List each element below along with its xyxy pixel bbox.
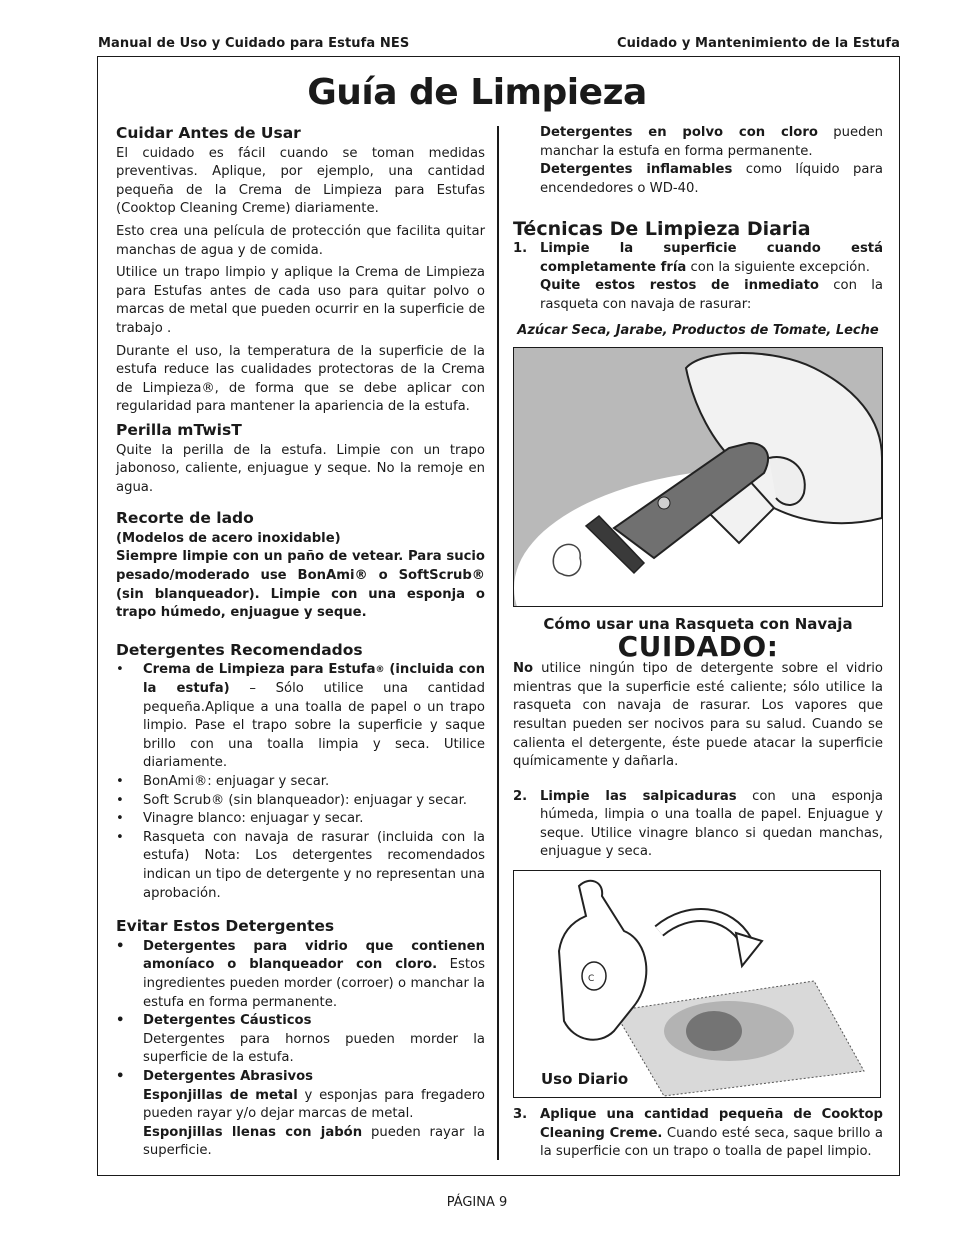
list-item: • Soft Scrub® (sin blanqueador): enjuagar y secar. bbox=[116, 792, 485, 811]
page-number: PÁGINA 9 bbox=[446, 1195, 508, 1210]
svg-text:C: C bbox=[588, 974, 595, 985]
left-column bbox=[116, 124, 485, 1161]
caution-paragraph: No utilice ningún tipo de detergente sobre el vidrio mientras que la superficie esté caliente; sólo utilice la rasqueta con navaja de rasurar. Los vapores que resultan pueden ser nocivos para su salud. Cuando se calienta el detergente, éste puede atacar la superficie químicamente y dañarla. bbox=[513, 661, 883, 770]
section-title-perilla: Perilla mTwisT bbox=[116, 420, 242, 439]
list-item: • Detergentes Cáusticos Detergentes para hornos pueden morder la superficie de la estufa. bbox=[116, 1013, 485, 1066]
list-item: • Rasqueta con navaja de rasurar (incluida con la estufa) Nota: Los detergentes recomendados indican un tipo de detergente y no representan una aprobación. bbox=[116, 829, 485, 901]
list-item: • Detergentes para vidrio que contienen amoníaco o blanqueador con cloro. Estos ingredientes pueden morder (corroer) o manchar la estufa en forma permanente. bbox=[116, 938, 485, 1010]
paragraph: Esto crea una película de protección que facilita quitar manchas de agua y de comida. bbox=[116, 223, 485, 258]
bullet: • bbox=[116, 774, 124, 789]
header-section-title: Cuidado y Mantenimiento de la Estufa bbox=[616, 36, 900, 51]
list-item: • Vinagre blanco: enjuagar y secar. bbox=[116, 810, 485, 829]
list-item: • Crema de Limpieza para Estufa® (incluida con la estufa) – Sólo utilice una cantidad pequeña.Aplique a una toalla de papel o un trapo limpio. Pase el trapo sobre la superficie y saque brillo con una toalla limpia y seca. Utilice diariamente. bbox=[116, 662, 485, 771]
section-title-evitar: Evitar Estos Detergentes bbox=[116, 917, 335, 936]
paragraph: El cuidado es fácil cuando se toman medidas preventivas. Aplique, por ejemplo, una cantidad pequeña de la Crema de Limpieza para Estufas (Cooktop Cleaning Creme) diariamente. bbox=[116, 145, 485, 217]
caution-title: CUIDADO: bbox=[617, 629, 779, 663]
bullet: • bbox=[116, 1013, 125, 1029]
steps-list-3 bbox=[513, 1106, 883, 1162]
step-3: 3. Aplique una cantidad pequeña de Cooktop Cleaning Creme. Cuando esté seca, saque brillo a la superficie con un trapo o toalla de papel limpio. bbox=[513, 1107, 883, 1160]
column-divider bbox=[497, 126, 499, 1160]
section-title-tecnicas: Técnicas De Limpieza Diaria bbox=[513, 218, 811, 241]
section-title-recomendados: Detergentes Recomendados bbox=[116, 640, 363, 659]
figure-label: Uso Diario bbox=[541, 1070, 629, 1089]
figure-caption-top: Azúcar Seca, Jarabe, Productos de Tomate, Leche bbox=[517, 323, 879, 339]
page-title: Guía de Limpieza bbox=[307, 72, 647, 113]
step-2: 2. Limpie las salpicaduras con una esponja húmeda, limpia o una toalla de papel. Enjuague y seque. Utilice vinagre blanco si quedan manchas, enjuague y seca. bbox=[513, 788, 884, 860]
list-item: • BonAmi®: enjuagar y secar. bbox=[116, 773, 485, 792]
section-title-recorte: Recorte de lado bbox=[116, 509, 254, 528]
bullet: • bbox=[116, 792, 124, 808]
section-subtitle: (Modelos de acero inoxidable) bbox=[116, 530, 341, 546]
paragraph: Quite la perilla de la estufa. Limpie con un trapo jabonoso, caliente, enjuague y seque. No la remoje en agua. bbox=[116, 442, 485, 495]
header-manual-title: Manual de Uso y Cuidado para Estufa NES bbox=[98, 36, 410, 51]
step-1: 1. Limpie la superficie cuando está completamente fría con la siguiente excepción. Quite estos restos de inmediato con la rasqueta con navaja de rasurar: bbox=[513, 240, 884, 312]
daily-use-illustration bbox=[513, 870, 881, 1098]
steps-list bbox=[513, 240, 883, 314]
bullet: • bbox=[116, 938, 125, 954]
bullet: • bbox=[116, 829, 124, 845]
avoid-list-continued: Detergentes en polvo con cloro pueden manchar la estufa en forma permanente. Detergentes inflamables como líquido para encendedores o WD-40. bbox=[540, 125, 883, 196]
right-column bbox=[513, 124, 883, 1162]
bullet: • bbox=[116, 662, 124, 678]
paragraph: Siempre limpie con un paño de vetear. Para sucio pesado/moderado use BonAmi® o SoftScrub® (sin blanqueador). Limpie con una esponja o trapo húmedo, enjuague y seque. bbox=[116, 549, 485, 621]
bullet: • bbox=[116, 811, 124, 827]
recommended-list bbox=[116, 661, 485, 903]
section-title-cuidar: Cuidar Antes de Usar bbox=[116, 124, 301, 142]
steps-list-2 bbox=[513, 788, 883, 862]
paragraph: Utilice un trapo limpio y aplique la Crema de Limpieza para Estufas antes de cada uso para quitar polvo o marcas de metal que pueden ocurrir en la superficie de trabajo . bbox=[116, 265, 485, 336]
avoid-list bbox=[116, 938, 485, 1161]
bullet: • bbox=[116, 1068, 125, 1084]
hand-scraper-image bbox=[514, 348, 882, 606]
figure-caption: Cómo usar una Rasqueta con Navaja bbox=[543, 614, 853, 633]
paragraph: Durante el uso, la temperatura de la superficie de la estufa reduce las cualidades protectoras de la Crema de Limpieza®, de forma que se debe aplicar con regularidad para mantener la apariencia de la estufa. bbox=[116, 343, 485, 415]
scraper-illustration bbox=[513, 347, 883, 607]
cleaning-creme-image bbox=[514, 871, 880, 1097]
list-item: • Detergentes Abrasivos Esponjillas de metal y esponjas para fregadero pueden rayar y/o dejar marcas de metal. Esponjillas llenas con jabón pueden rayar la superficie. bbox=[116, 1068, 485, 1159]
